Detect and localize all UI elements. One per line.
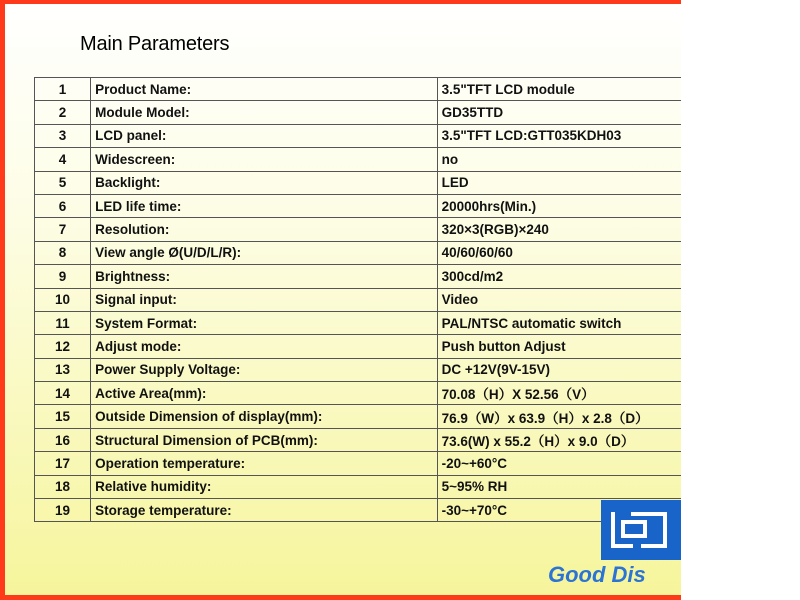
parameter-name: Outside Dimension of display(mm):	[91, 405, 438, 428]
parameter-value: 70.08（H）X 52.56（V）	[437, 382, 681, 405]
table-row	[35, 194, 682, 217]
blank-area	[681, 0, 800, 600]
row-number: 13	[35, 358, 91, 381]
row-number: 17	[35, 452, 91, 475]
row-number: 4	[35, 148, 91, 171]
parameter-value: 5~95% RH	[437, 475, 681, 498]
parameters-table-body	[35, 78, 682, 522]
row-number: 18	[35, 475, 91, 498]
table-row	[35, 288, 682, 311]
parameter-value: 73.6(W) x 55.2（H）x 9.0（D）	[437, 428, 681, 451]
parameter-name: Structural Dimension of PCB(mm):	[91, 428, 438, 451]
parameter-name: Module Model:	[91, 101, 438, 124]
table-row	[35, 499, 682, 522]
table-row	[35, 101, 682, 124]
table-row	[35, 78, 682, 101]
table-row	[35, 428, 682, 451]
parameter-name: Signal input:	[91, 288, 438, 311]
parameter-name: Storage temperature:	[91, 499, 438, 522]
parameter-value: PAL/NTSC automatic switch	[437, 311, 681, 334]
row-number: 5	[35, 171, 91, 194]
page-title: Main Parameters	[80, 33, 230, 55]
parameter-name: Active Area(mm):	[91, 382, 438, 405]
table-row	[35, 311, 682, 334]
parameter-value: 3.5"TFT LCD:GTT035KDH03	[437, 124, 681, 147]
parameter-name: Brightness:	[91, 265, 438, 288]
row-number: 3	[35, 124, 91, 147]
row-number: 16	[35, 428, 91, 451]
parameter-value: 20000hrs(Min.)	[437, 194, 681, 217]
table-row	[35, 218, 682, 241]
row-number: 8	[35, 241, 91, 264]
row-number: 9	[35, 265, 91, 288]
parameter-name: Operation temperature:	[91, 452, 438, 475]
row-number: 6	[35, 194, 91, 217]
row-number: 12	[35, 335, 91, 358]
row-number: 1	[35, 78, 91, 101]
slide-border-left	[0, 0, 5, 600]
row-number: 2	[35, 101, 91, 124]
row-number: 14	[35, 382, 91, 405]
slide-border-bottom	[0, 595, 681, 600]
parameter-name: Power Supply Voltage:	[91, 358, 438, 381]
parameter-value: 3.5"TFT LCD module	[437, 78, 681, 101]
parameter-name: View angle Ø(U/D/L/R):	[91, 241, 438, 264]
table-row	[35, 405, 682, 428]
parameter-value: 320×3(RGB)×240	[437, 218, 681, 241]
table-row	[35, 171, 682, 194]
parameter-name: Resolution:	[91, 218, 438, 241]
parameter-value: 76.9（W）x 63.9（H）x 2.8（D）	[437, 405, 681, 428]
table-row	[35, 265, 682, 288]
parameter-value: 300cd/m2	[437, 265, 681, 288]
parameter-name: Widescreen:	[91, 148, 438, 171]
parameter-name: LED life time:	[91, 194, 438, 217]
parameter-value: LED	[437, 171, 681, 194]
table-row	[35, 241, 682, 264]
parameter-name: Product Name:	[91, 78, 438, 101]
table-row	[35, 452, 682, 475]
parameter-name: Adjust mode:	[91, 335, 438, 358]
gd-logo-graphic	[601, 500, 681, 560]
parameter-value: -20~+60°C	[437, 452, 681, 475]
row-number: 11	[35, 311, 91, 334]
table-row	[35, 335, 682, 358]
slide-border-top	[0, 0, 681, 4]
parameter-name: Backlight:	[91, 171, 438, 194]
row-number: 7	[35, 218, 91, 241]
parameter-name: LCD panel:	[91, 124, 438, 147]
table-row	[35, 148, 682, 171]
parameter-value: 40/60/60/60	[437, 241, 681, 264]
table-row	[35, 382, 682, 405]
parameter-value: Push button Adjust	[437, 335, 681, 358]
parameter-value: no	[437, 148, 681, 171]
table-row	[35, 358, 682, 381]
parameter-value: DC +12V(9V-15V)	[437, 358, 681, 381]
parameter-name: System Format:	[91, 311, 438, 334]
parameter-value: GD35TTD	[437, 101, 681, 124]
row-number: 19	[35, 499, 91, 522]
parameters-table	[34, 77, 681, 522]
table-row	[35, 124, 682, 147]
parameter-name: Relative humidity:	[91, 475, 438, 498]
row-number: 10	[35, 288, 91, 311]
parameter-value: Video	[437, 288, 681, 311]
table-row	[35, 475, 682, 498]
gd-logo-icon	[601, 500, 681, 560]
row-number: 15	[35, 405, 91, 428]
brand-name: Good Dis	[548, 562, 646, 587]
parameter-value: -30~+70°C	[437, 499, 681, 522]
